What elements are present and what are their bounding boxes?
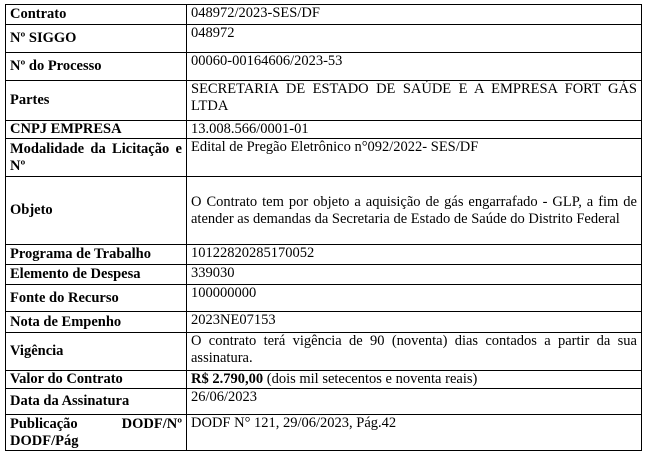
value-empenho: 2023NE07153 [187, 312, 642, 333]
table-row [6, 25, 642, 53]
value-cnpj: 13.008.566/0001-01 [187, 121, 642, 139]
label-data-assinatura: Data da Assinatura [6, 389, 187, 415]
value-contrato: 048972/2023-SES/DF [187, 5, 642, 25]
label-partes: Partes [6, 81, 187, 121]
label-objeto: Objeto [6, 177, 187, 245]
table-row [6, 245, 642, 265]
value-publicacao: DODF N° 121, 29/06/2023, Pág.42 [187, 415, 642, 451]
label-programa: Programa de Trabalho [6, 245, 187, 265]
table-row [6, 265, 642, 285]
value-programa: 10122820285170052 [187, 245, 642, 265]
contract-summary-table [5, 4, 642, 451]
table-row [6, 177, 642, 245]
table-row [6, 312, 642, 333]
label-elemento: Elemento de Despesa [6, 265, 187, 285]
value-partes: SECRETARIA DE ESTADO DE SAÚDE E A EMPRESA FORT GÁS LTDA [187, 81, 642, 121]
table-row [6, 5, 642, 25]
label-siggo: Nº SIGGO [6, 25, 187, 53]
label-vigencia: Vigência [6, 333, 187, 371]
table-row [6, 371, 642, 389]
value-data-assinatura: 26/06/2023 [187, 389, 642, 415]
table-row [6, 53, 642, 81]
label-modalidade: Modalidade da Licitação e Nº [6, 139, 187, 177]
table-row [6, 333, 642, 371]
table-row [6, 285, 642, 312]
value-valor-extenso: (dois mil setecentos e noventa reais) [263, 371, 478, 387]
label-empenho: Nota de Empenho [6, 312, 187, 333]
label-publicacao: Publicação DODF/Nº DODF/Pág [6, 415, 187, 451]
value-valor [187, 371, 642, 389]
label-processo: Nº do Processo [6, 53, 187, 81]
table-row [6, 81, 642, 121]
table-row [6, 389, 642, 415]
value-valor-amount: R$ 2.790,00 [191, 371, 264, 387]
label-fonte: Fonte do Recurso [6, 285, 187, 312]
table-row [6, 415, 642, 451]
value-fonte: 100000000 [187, 285, 642, 312]
value-modalidade: Edital de Pregão Eletrônico n°092/2022- SES/DF [187, 139, 642, 177]
label-cnpj: CNPJ EMPRESA [6, 121, 187, 139]
value-vigencia: O contrato terá vigência de 90 (noventa) dias contados a partir da sua assinatura. [187, 333, 642, 371]
label-contrato: Contrato [6, 5, 187, 25]
value-siggo: 048972 [187, 25, 642, 53]
table-row [6, 121, 642, 139]
table-row [6, 139, 642, 177]
value-objeto: O Contrato tem por objeto a aquisição de gás engarrafado - GLP, a fim de atender as demandas da Secretaria de Estado de Saúde do Distrito Federal [187, 177, 642, 245]
label-valor: Valor do Contrato [6, 371, 187, 389]
value-processo: 00060-00164606/2023-53 [187, 53, 642, 81]
value-elemento: 339030 [187, 265, 642, 285]
